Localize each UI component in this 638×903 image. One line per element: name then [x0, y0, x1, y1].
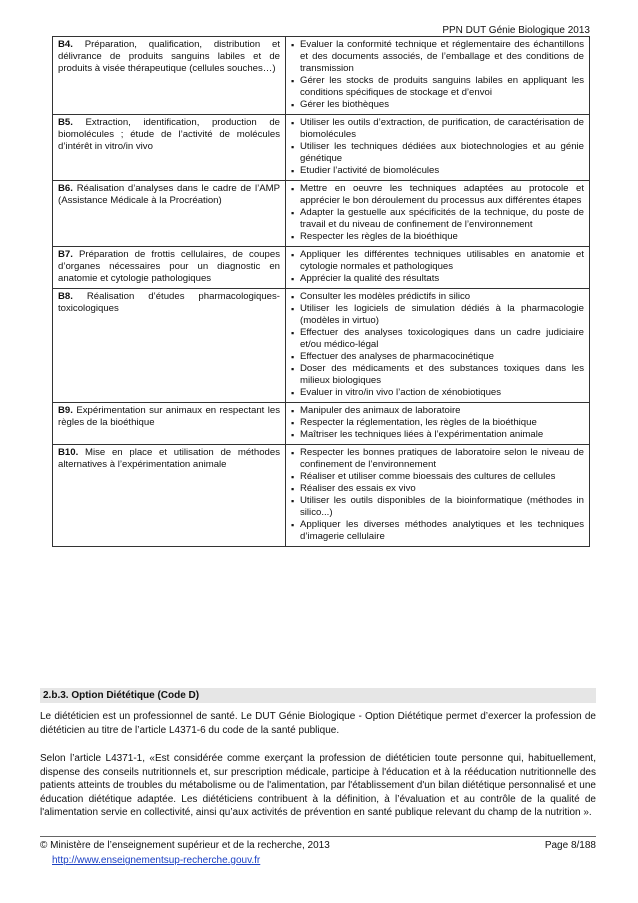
table-row: [53, 403, 590, 445]
skill-item: ▪ Mettre en oeuvre les techniques adaptées au protocole et apprécier le bon déroulement du processus aux différentes étapes: [291, 183, 584, 207]
skills-cell: [286, 181, 590, 247]
activity-code: B7.: [58, 249, 73, 260]
skills-cell: [286, 403, 590, 445]
table-row: [53, 181, 590, 247]
activity-cell: [53, 247, 286, 289]
activity-code: B4.: [58, 39, 73, 50]
skill-item: ▪ Utiliser les techniques dédiées aux biotechnologies et au génie génétique: [291, 141, 584, 165]
section-heading: 2.b.3. Option Diététique (Code D): [40, 688, 596, 703]
skills-cell: [286, 115, 590, 181]
skill-item: ▪ Apprécier la qualité des résultats: [291, 273, 584, 285]
skill-item: ▪ Appliquer les différentes techniques utilisables en anatomie et cytologie normales et pathologiques: [291, 249, 584, 273]
skill-item: ▪ Appliquer les diverses méthodes analytiques et les techniques d’imagerie cellulaire: [291, 519, 584, 543]
footer-copyright: © Ministère de l’enseignement supérieur et de la recherche, 2013: [40, 840, 330, 851]
skill-item: ▪ Evaluer in vitro/in vivo l’action de xénobiotiques: [291, 387, 584, 399]
activity-text: Réalisation d’analyses dans le cadre de l’AMP (Assistance Médicale à la Procréation): [58, 183, 280, 206]
skill-item: ▪ Respecter la réglementation, les règles de la bioéthique: [291, 417, 584, 429]
activity-code: B10.: [58, 447, 79, 458]
skill-item: ▪ Gérer les stocks de produits sanguins labiles en appliquant les conditions spécifiques de stockage et d’envoi: [291, 75, 584, 99]
activity-text: Mise en place et utilisation de méthodes alternatives à l’expérimentation animale: [58, 447, 280, 470]
skill-item: ▪ Evaluer la conformité technique et réglementaire des échantillons et des documents associés, de l’emballage et des conditions de transmission: [291, 39, 584, 75]
skill-item: ▪ Respecter les bonnes pratiques de laboratoire selon le niveau de confinement de l’environnement: [291, 447, 584, 471]
paragraph-article: Selon l’article L4371-1, «Est considérée comme exerçant la profession de diététicien toute personne qui, habituellement, dispense des conseils nutritionnels et, sur prescription médicale, participe à l'éducation et à la rééducation nutritionnelle des patients atteints de troubles du métabolisme ou de l'alimentation, par l'établissement d'un bilan diététique personnalisé et une éducation diététique adaptée. Les diététiciens contribuent à la définition, à l’évaluation et au contrôle de la qualité de l'alimentation servie en collectivité, ainsi qu’aux activités de prévention en santé publique relevant du champ de la nutrition ».: [40, 753, 596, 818]
skill-item: ▪ Gérer les biothèques: [291, 99, 584, 111]
footer-link[interactable]: http://www.enseignementsup-recherche.gouv.fr: [52, 855, 261, 866]
skill-item: ▪ Consulter les modèles prédictifs in silico: [291, 291, 584, 303]
activity-text: Préparation de frottis cellulaires, de coupes d’organes nécessaires pour un diagnostic en anatomie et cytologie pathologiques: [58, 249, 280, 284]
skills-cell: [286, 37, 590, 115]
activity-text: Préparation, qualification, distribution et délivrance de produits sanguins labiles et de produits à visée thérapeutique (cellules souches…): [58, 39, 280, 74]
activity-cell: [53, 289, 286, 403]
activity-code: B6.: [58, 183, 73, 194]
paragraph-intro: Le diététicien est un professionnel de santé. Le DUT Génie Biologique - Option Diététique permet d’exercer la profession de diététicien au titre de l’article L4371-6 du code de la santé publique.: [40, 711, 596, 736]
table-row: [53, 247, 590, 289]
skill-item: ▪ Réaliser et utiliser comme bioessais des cultures de cellules: [291, 471, 584, 483]
competencies-table: [52, 36, 590, 547]
activity-cell: [53, 115, 286, 181]
skills-cell: [286, 247, 590, 289]
activity-code: B5.: [58, 117, 73, 128]
activity-text: Réalisation d’études pharmacologiques-toxicologiques: [58, 291, 280, 314]
page-header: PPN DUT Génie Biologique 2013: [442, 25, 590, 36]
activity-cell: [53, 445, 286, 547]
table-row: [53, 37, 590, 115]
skill-item: ▪ Effectuer des analyses de pharmacocinétique: [291, 351, 584, 363]
table-row: [53, 445, 590, 547]
activity-code: B8.: [58, 291, 73, 302]
activity-cell: [53, 403, 286, 445]
skill-item: ▪ Respecter les règles de la bioéthique: [291, 231, 584, 243]
footer-divider: [40, 836, 596, 837]
activity-cell: [53, 181, 286, 247]
skill-item: ▪ Effectuer des analyses toxicologiques dans un cadre judiciaire et/ou médico-légal: [291, 327, 584, 351]
skill-item: ▪ Manipuler des animaux de laboratoire: [291, 405, 584, 417]
activity-text: Expérimentation sur animaux en respectant les règles de la bioéthique: [58, 405, 280, 428]
skill-item: ▪ Etudier l’activité de biomolécules: [291, 165, 584, 177]
skill-item: ▪ Utiliser les logiciels de simulation dédiés à la pharmacologie (modèles in virtuo): [291, 303, 584, 327]
skill-item: ▪ Utiliser les outils d’extraction, de purification, de caractérisation de biomolécules: [291, 117, 584, 141]
skill-item: ▪ Maîtriser les techniques liées à l’expérimentation animale: [291, 429, 584, 441]
activity-cell: [53, 37, 286, 115]
skill-item: ▪ Utiliser les outils disponibles de la bioinformatique (méthodes in silico...): [291, 495, 584, 519]
table-row: [53, 289, 590, 403]
footer-page-number: Page 8/188: [544, 840, 596, 851]
skill-item: ▪ Réaliser des essais ex vivo: [291, 483, 584, 495]
skill-item: ▪ Doser des médicaments et des substances toxiques dans les milieux biologiques: [291, 363, 584, 387]
table-row: [53, 115, 590, 181]
activity-code: B9.: [58, 405, 73, 416]
activity-text: Extraction, identification, production de biomolécules ; étude de l’activité de molécules d’intérêt in vitro/in vivo: [58, 117, 280, 152]
skills-cell: [286, 445, 590, 547]
skill-item: ▪ Adapter la gestuelle aux spécificités de la technique, du poste de travail et du niveau de confinement de l’environnement: [291, 207, 584, 231]
skills-cell: [286, 289, 590, 403]
